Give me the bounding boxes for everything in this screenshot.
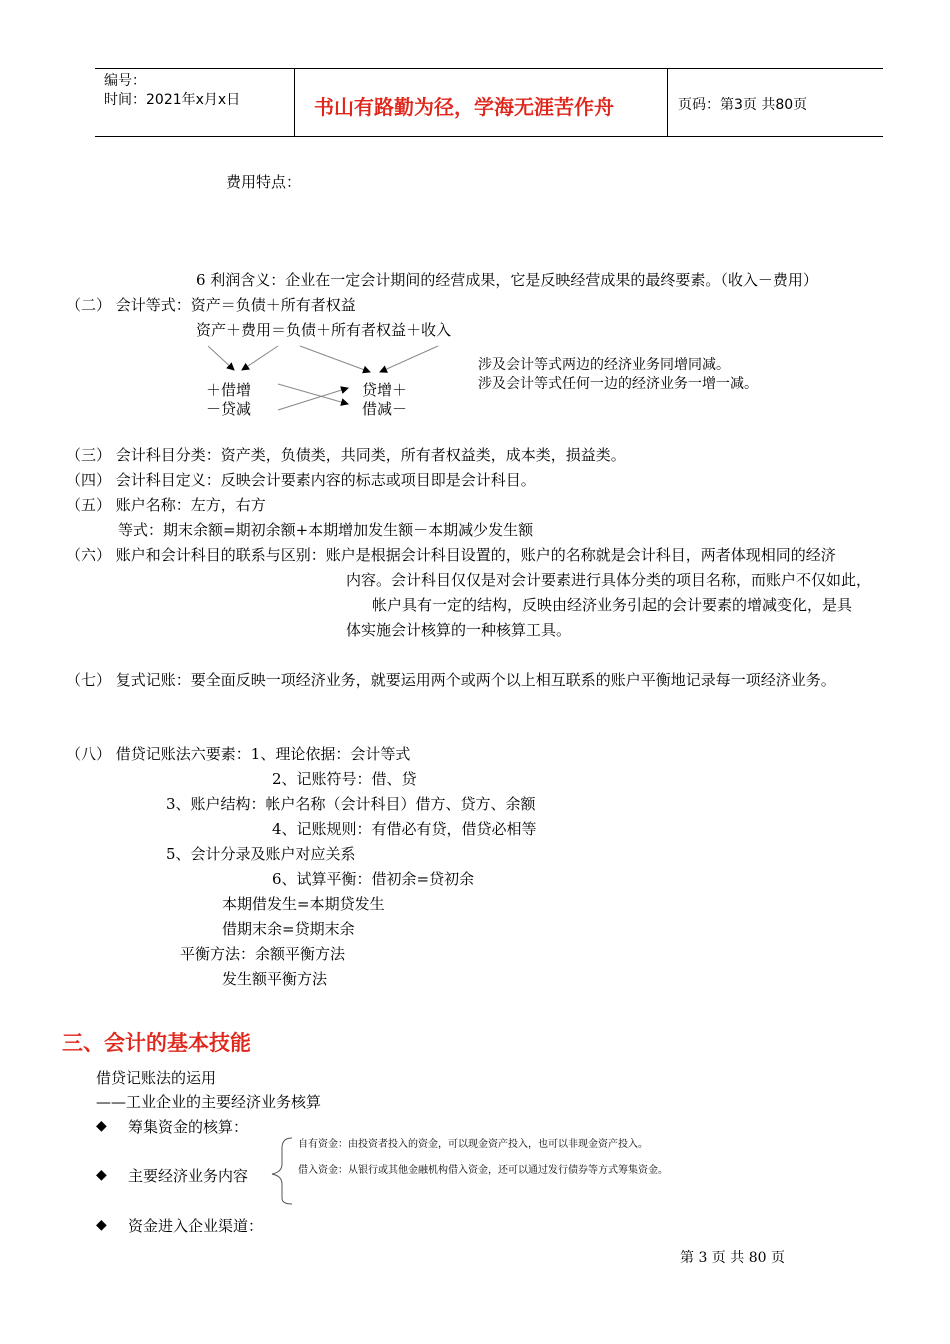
section-3-heading: 三、会计的基本技能 xyxy=(62,1031,251,1055)
equation-note-1: 涉及会计等式两边的经济业务同增同减。 xyxy=(478,357,730,373)
item-7: （七） 复式记账：要全面反映一项经济业务，就要运用两个或两个以上相互联系的账户平衡地记录每一项经济业务。 xyxy=(66,671,836,689)
arrow-cross-1 xyxy=(278,384,348,404)
item-5-formula: 等式：期末余额=期初余额+本期增加发生额－本期减少发生额 xyxy=(118,521,534,539)
item-3: （三） 会计科目分类：资产类，负债类，共同类，所有者权益类，成本类，损益类。 xyxy=(66,446,626,464)
item-8-5: 5、会计分录及账户对应关系 xyxy=(166,845,356,863)
bullet-diamond-icon: ◆ xyxy=(96,1167,107,1183)
debit-increase: ＋借增 xyxy=(206,381,252,399)
item-8-6c: 借期末余=贷期末余 xyxy=(222,920,355,938)
debit-decrease: 借减－ xyxy=(362,400,408,418)
profit-item: 6 利润含义：企业在一定会计期间的经营成果，它是反映经营成果的最终要素。（收入－费用） xyxy=(196,271,818,289)
arrow-expense-to-debit xyxy=(242,346,278,370)
header-divider-2 xyxy=(667,68,668,137)
item-8-4: 4、记账规则：有借必有贷，借贷必相等 xyxy=(272,820,537,838)
header-bottom-border xyxy=(95,136,883,137)
item-4: （四） 会计科目定义：反映会计要素内容的标志或项目即是会计科目。 xyxy=(66,471,536,489)
item-6-line-2: 内容。会计科目仅仅是对会计要素进行具体分类的项目名称，而账户不仅如此， xyxy=(346,571,872,589)
footer-page-number: 第 3 页 共 80 页 xyxy=(680,1250,785,1266)
item-8-balance: 平衡方法：余额平衡方法 xyxy=(180,945,346,963)
header-page-code: 页码：第3页 共80页 xyxy=(678,97,808,113)
header-motto: 书山有路勤为径，学海无涯苦作舟 xyxy=(314,95,614,119)
arrow-liability-to-credit xyxy=(300,346,370,372)
item-8-2: 2、记账符号：借、贷 xyxy=(272,770,417,788)
header-top-border xyxy=(95,68,883,69)
bullet-diamond-icon: ◆ xyxy=(96,1118,107,1134)
item-6-line-1: （六） 账户和会计科目的联系与区别：账户是根据会计科目设置的，账户的名称就是会计科目，两者体现相同的经济 xyxy=(66,546,836,564)
item-8-6: 6、试算平衡：借初余=贷初余 xyxy=(272,870,475,888)
equation-note-2: 涉及会计等式任何一边的经济业务一增一减。 xyxy=(478,376,758,392)
expense-features: 费用特点： xyxy=(226,173,302,191)
item-6-line-3: 帐户具有一定的结构，反映由经济业务引起的会计要素的增减变化，是具 xyxy=(372,596,853,614)
borrowed-capital-note: 借入资金：从银行或其他金融机构借入资金，还可以通过发行债券等方式筹集资金。 xyxy=(298,1165,668,1176)
bullet-diamond-icon: ◆ xyxy=(96,1217,107,1233)
item-8-3: 3、账户结构：帐户名称（会计科目）借方、贷方、余额 xyxy=(166,795,536,813)
credit-increase: 贷增＋ xyxy=(362,381,408,399)
item-6-line-4: 体实施会计核算的一种核算工具。 xyxy=(346,621,572,639)
arrow-cross-2 xyxy=(278,388,348,410)
bullet-2: 主要经济业务内容 xyxy=(128,1167,249,1185)
item-5: （五） 账户名称：左方，右方 xyxy=(66,496,266,514)
header-serial: 编号： xyxy=(104,73,146,89)
brace-icon xyxy=(264,1134,296,1206)
section-3-sub-2: ——工业企业的主要经济业务核算 xyxy=(96,1093,322,1111)
arrow-income-to-credit xyxy=(380,346,438,372)
equation-extended: 资产＋费用＝负债＋所有者权益＋收入 xyxy=(196,321,452,339)
arrow-assets-to-debit xyxy=(208,346,234,370)
bullet-1: 筹集资金的核算： xyxy=(128,1118,249,1136)
section-3-sub-1: 借贷记账法的运用 xyxy=(96,1069,217,1087)
header-divider-1 xyxy=(294,68,295,137)
item-8-6b: 本期借发生=本期贷发生 xyxy=(222,895,385,913)
own-capital-note: 自有资金：由投资者投入的资金，可以现金资产投入，也可以非现金资产投入。 xyxy=(298,1139,648,1150)
header-time: 时间：2021年x月x日 xyxy=(104,92,241,108)
bullet-3: 资金进入企业渠道： xyxy=(128,1217,264,1235)
item-8: （八） 借贷记账法六要素：1、理论依据：会计等式 xyxy=(66,745,411,763)
equation-item: （二） 会计等式：资产＝负债＋所有者权益 xyxy=(66,296,356,314)
credit-decrease: －贷减 xyxy=(206,400,252,418)
item-8-balance-2: 发生额平衡方法 xyxy=(222,970,328,988)
